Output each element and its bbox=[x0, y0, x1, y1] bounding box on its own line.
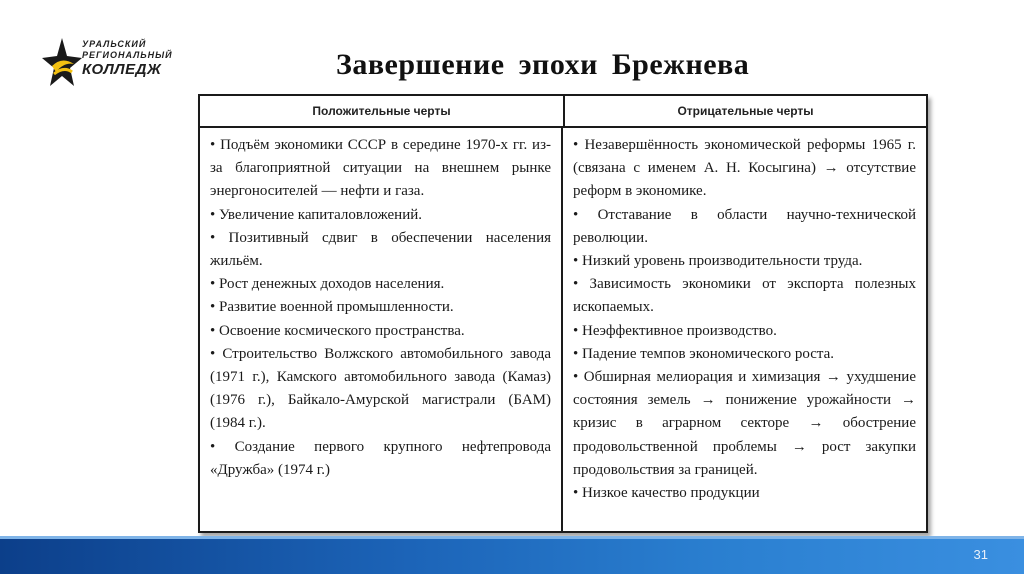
list-item: • Зависимость экономики от экспорта полезных ископаемых. bbox=[573, 276, 916, 316]
slide-title: Завершение эпохи Брежнева bbox=[336, 48, 750, 81]
star-logo-icon bbox=[40, 36, 84, 92]
list-item: • Отставание в области научно-технической революции. bbox=[573, 206, 916, 246]
table-header bbox=[200, 96, 926, 128]
table-body bbox=[200, 128, 926, 533]
logo-line-3: КОЛЛЕДЖ bbox=[82, 61, 162, 78]
comparison-table bbox=[198, 94, 928, 533]
footer-bar bbox=[0, 536, 1024, 574]
logo-line-1: УРАЛЬСКИЙ bbox=[82, 39, 147, 49]
list-item: • Неэффективное производство. bbox=[573, 322, 777, 339]
footer-divider bbox=[0, 536, 1024, 539]
list-item: • Увеличение капиталовложений. bbox=[210, 206, 422, 223]
logo-line-2: РЕГИОНАЛЬНЫЙ bbox=[82, 50, 173, 60]
list-item: • Создание первого крупного нефтепровода «Дружба» (1974 г.) bbox=[210, 438, 551, 478]
list-item: • Развитие военной промышленности. bbox=[210, 299, 454, 316]
list-item: • Подъём экономики СССР в середине 1970-х гг. из-за благоприятной ситуации на внешнем рынке энергоносителей — нефти и газа. bbox=[210, 137, 551, 200]
list-item: • Низкое качество продукции bbox=[573, 485, 760, 502]
negative-column bbox=[563, 128, 926, 533]
list-item: • Низкий уровень производительности труда. bbox=[573, 253, 863, 270]
page-number: 31 bbox=[973, 547, 988, 562]
list-item: • Рост денежных доходов населения. bbox=[210, 276, 445, 293]
positive-column bbox=[200, 128, 563, 533]
list-item: • Падение темпов экономического роста. bbox=[573, 345, 834, 362]
header-negative: Отрицательные черты bbox=[677, 104, 814, 118]
list-item: • Строительство Волжского автомобильного завода (1971 г.), Камского автомобильного завода (Камаз) (1976 г.), Байкало-Амурской магистрали (БАМ) (1984 г.). bbox=[210, 345, 551, 432]
list-item: • Позитивный сдвиг в обеспечении населения жильём. bbox=[210, 229, 551, 270]
header-positive: Положительные черты bbox=[200, 96, 565, 126]
list-item: • Незавершённость экономической реформы 1965 г. (связана с именем А. Н. Косыгина) → отсутствие реформ в экономике. bbox=[573, 137, 916, 200]
logo-text bbox=[82, 40, 173, 77]
list-item: • Обширная мелиорация и химизация → ухудшение состояния земель → понижение урожайности → кризис в аграрном секторе → обострение продовольственной проблемы → рост закупки продовольствия за границей. bbox=[573, 369, 916, 478]
list-item: • Освоение космического пространства. bbox=[210, 322, 465, 339]
